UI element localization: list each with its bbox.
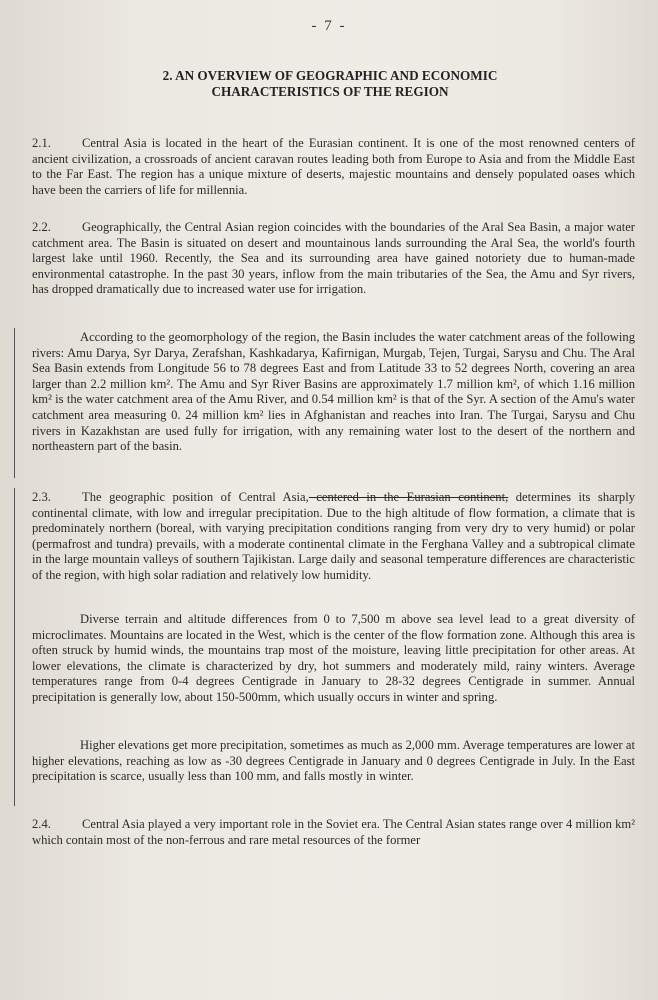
- paragraph-2-2: [32, 220, 635, 298]
- section-title-line-1: 2. AN OVERVIEW OF GEOGRAPHIC AND ECONOMIC: [162, 68, 498, 83]
- paragraph-2-1: [32, 136, 635, 198]
- section-title-line-2: CHARACTERISTICS OF THE REGION: [211, 84, 449, 99]
- paragraph-text: determines its sharply continental climate, with low and irregular precipitation. Due to the high altitude of flow formation, a climate that is predominately northern (boreal, with varying precipitation conditions ranging from very dry to very humid) or polar (permafrost and tundra) prevails, with a moderate continental climate in the Ferghana Valley and a subtropical climate in the large mountain valleys of southern Tajikistan. Large daily and seasonal temperature differences are characteristic of the region, with high solar radiation and relatively low humidity.: [32, 490, 635, 582]
- paragraph-text: According to the geomorphology of the region, the Basin includes the water catchment areas of the following rivers: Amu Darya, Syr Darya, Zerafshan, Kashkadarya, Kafirnigan, Murgab, Tejen, Turgai, Sarysu and Chu. The Aral Sea Basin extends from Longitude 56 to 78 degrees East and from Latitude 33 to 52 degrees North, covering an area larger than 2.2 million km². The Amu and Syr River Basins are approximately 1.7 million km², of which 1.16 million km² is the water catchment area of the Amu River, and 0.54 million km² is that of the Syr. A section of the Amu's water catchment area measuring 0. 24 million km² lies in Afghanistan and reaches into Iran. The Turgai, Sarysu and Chu rivers in Kazakhstan are used fully for irrigation, with any remaining water lost to the desert of the northern and northeastern part of the basin.: [32, 330, 635, 454]
- page-number: - 7 -: [311, 18, 347, 34]
- paragraph-text: Central Asia played a very important role in the Soviet era. The Central Asian states range over 4 million km² which contain most of the non-ferrous and rare metal resources of the former: [32, 817, 635, 847]
- paragraph-2-4: [32, 817, 635, 848]
- struck-text: centered in the Eurasian continent,: [308, 490, 509, 504]
- paragraph-number: 2.1.: [32, 136, 51, 150]
- paragraph-2-3: [32, 490, 635, 584]
- margin-mark: [14, 488, 15, 806]
- section-title: [60, 68, 600, 100]
- paragraph-elevations: [32, 738, 635, 785]
- paragraph-number: 2.4.: [32, 817, 51, 831]
- margin-mark: [14, 328, 15, 478]
- paragraph-text: The geographic position of Central Asia,: [82, 490, 309, 504]
- paragraph-text: Diverse terrain and altitude differences from 0 to 7,500 m above sea level lead to a great diversity of microclimates. Mountains are located in the West, which is the center of the flow formation zone. Although this area is often struck by humid winds, the mountains trap most of the moisture, leaving little precipitation for other areas. At lower elevations, the climate is characterized by dry, hot summers and moderately mild, rainy winters. Average temperatures range from 0-4 degrees Centigrade in January to 28-32 degrees Centigrade in summer. Annual precipitation is generally low, about 150-500mm, which usually occurs in winter and spring.: [32, 612, 635, 704]
- paragraph-number: 2.3.: [32, 490, 51, 504]
- paragraph-microclimates: [32, 612, 635, 706]
- paragraph-text: Geographically, the Central Asian region coincides with the boundaries of the Aral Sea Basin, a major water catchment area. The Basin is situated on desert and mountainous lands surrounding the Aral Sea, the world's fourth largest lake until 1960. Recently, the Sea and its surrounding area have gained notoriety due to human-made environmental catastrophe. In the past 30 years, inflow from the main tributaries of the Sea, the Amu and Syr rivers, has dropped dramatically due to increased water use for irrigation.: [32, 220, 635, 297]
- paragraph-number: 2.2.: [32, 220, 51, 234]
- paragraph-text: Central Asia is located in the heart of the Eurasian continent. It is one of the most renowned centers of ancient civilization, a crossroads of ancient caravan routes leading both from Europe to Asia and from the Middle East to the Far East. The region has a unique mixture of deserts, majestic mountains and densely populated oases which have been the carriers of life for millennia.: [32, 136, 635, 197]
- paragraph-text: Higher elevations get more precipitation, sometimes as much as 2,000 mm. Average temperatures are lower at higher elevations, reaching as low as -30 degrees Centigrade in January and 0 degrees Centigrade in July. In the East precipitation is scarce, usually less than 100 mm, and falls mostly in winter.: [32, 738, 635, 784]
- paragraph-rivers: [32, 330, 635, 455]
